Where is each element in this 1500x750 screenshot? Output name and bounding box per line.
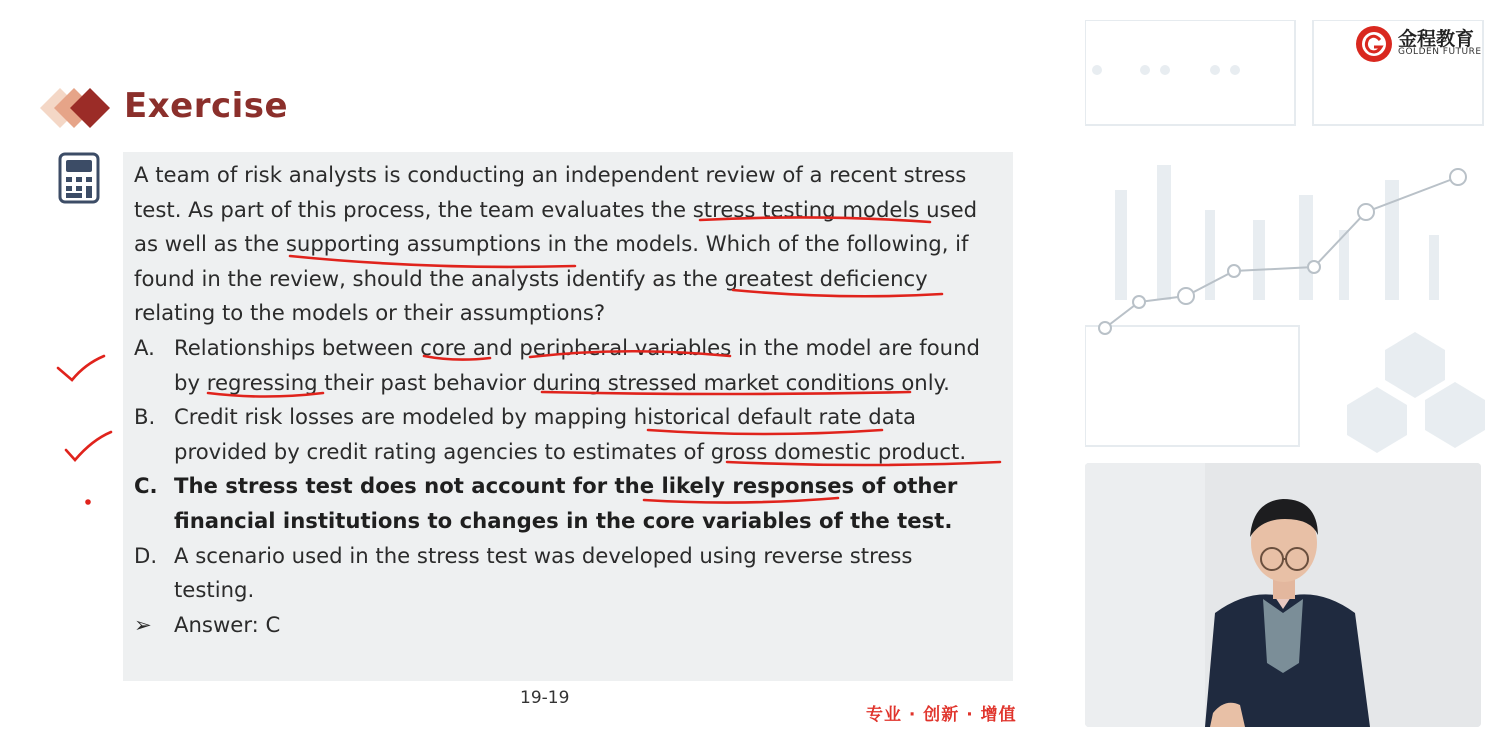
page-number: 19-19 [520, 688, 570, 708]
option-line: Credit risk losses are modeled by mapping historical default rate data [174, 404, 917, 430]
checkmark-b [66, 432, 111, 460]
question-line: as well as the supporting assumptions in the models. Which of the following, if [134, 231, 969, 257]
slide-title: Exercise [124, 86, 289, 126]
logo-chinese-name: 金程教育 [1398, 28, 1475, 50]
question-line: A team of risk analysts is conducting an independent review of a recent stress [134, 162, 967, 187]
option-line: financial institutions to changes in the core variables of the test. [174, 507, 953, 533]
presenter-webcam [1085, 463, 1481, 727]
option-line: Relationships between core and peripheral variables in the model are found [174, 334, 980, 360]
option-line: A scenario used in the stress test was developed using reverse stress [174, 542, 913, 568]
question-line: found in the review, should the analysts identify as the greatest deficiency [134, 265, 928, 291]
golden-future-logo-icon [1354, 24, 1394, 64]
exercise-diamonds-icon [38, 84, 118, 134]
option-d [134, 539, 1014, 608]
calculator-icon [58, 152, 100, 204]
option-b [134, 400, 1014, 469]
option-c [134, 469, 1014, 538]
brand-slogan: 专业 · 创新 · 增值 [866, 705, 1017, 725]
option-label: A. [134, 334, 155, 360]
presenter-video [1085, 463, 1481, 727]
question-line: test. As part of this process, the team evaluates the stress testing models used [134, 196, 978, 222]
option-line: provided by credit rating agencies to estimates of gross domestic product. [174, 438, 967, 464]
option-label: C. [134, 473, 158, 499]
checkmark-a [58, 356, 104, 380]
option-label: D. [134, 542, 158, 568]
question-line: relating to the models or their assumptions? [134, 300, 606, 326]
answer-arrow-icon: ➢ [134, 611, 152, 637]
option-a [134, 331, 1014, 400]
ink-dot [87, 501, 90, 504]
logo-english-name: GOLDEN FUTURE [1398, 47, 1482, 57]
answer-row [134, 608, 1014, 643]
option-line: The stress test does not account for the likely responses of other [174, 473, 958, 499]
answer-text: Answer: C [174, 611, 281, 637]
background-infographic [1085, 20, 1485, 460]
option-label: B. [134, 404, 156, 430]
option-line: by regressing their past behavior during stressed market conditions only. [174, 369, 950, 395]
question-content [134, 158, 1014, 642]
option-line: testing. [174, 577, 255, 603]
